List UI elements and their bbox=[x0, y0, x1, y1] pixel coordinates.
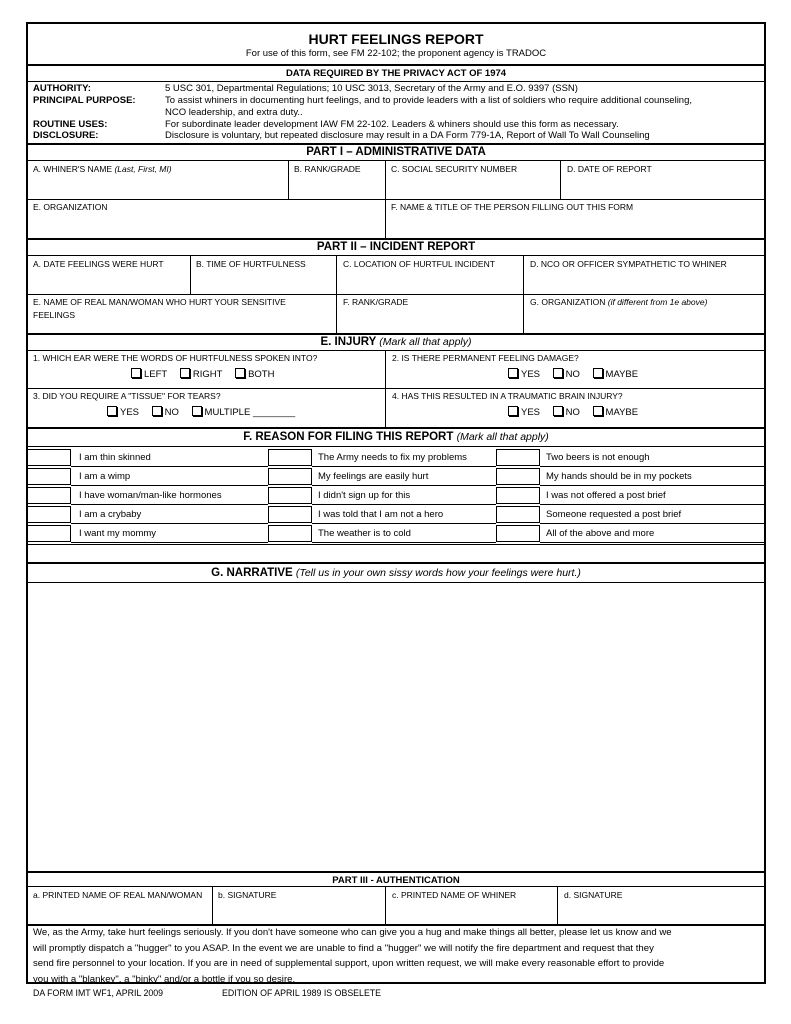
reason-checkbox[interactable] bbox=[27, 487, 71, 504]
closing-line: send fire personnel to your location. If you are in need of supplemental support, upon written request, we will make every reasonable effort to provide bbox=[33, 958, 665, 969]
reason-underline bbox=[540, 485, 765, 486]
q4-no-label: NO bbox=[565, 407, 580, 418]
reason-checkbox[interactable] bbox=[268, 506, 312, 523]
reason-underline bbox=[71, 485, 268, 486]
form-subtitle: For use of this form, see FM 22-102; the proponent agency is TRADOC bbox=[245, 48, 547, 59]
disclosure-text: Disclosure is voluntary, but repeated disclosure may result in a DA Form 779-1A, Report of Wall To Wall Counseling bbox=[165, 130, 650, 141]
q1-right-checkbox[interactable] bbox=[180, 369, 223, 380]
q4-no-checkbox[interactable] bbox=[553, 407, 580, 418]
purpose-text: To assist whiners in documenting hurt feelings, and to provide leaders with a list of soldiers who require additional counseling, bbox=[165, 95, 693, 106]
ssn-field[interactable]: C. SOCIAL SECURITY NUMBER bbox=[391, 164, 518, 174]
divider bbox=[288, 160, 289, 199]
divider bbox=[190, 255, 191, 294]
reason-label: I was told that I am not a hero bbox=[318, 509, 444, 520]
q2-label: 2. IS THERE PERMANENT FEELING DAMAGE? bbox=[392, 353, 579, 363]
divider bbox=[26, 562, 766, 564]
whiner-name-label: A. WHINER'S NAME bbox=[33, 164, 115, 174]
reason-checkbox[interactable] bbox=[496, 487, 540, 504]
form-filler-field[interactable]: F. NAME & TITLE OF THE PERSON FILLING OUT THIS FORM bbox=[391, 202, 634, 212]
offender-organization-label: G. ORGANIZATION bbox=[530, 297, 608, 307]
divider bbox=[26, 64, 766, 66]
closing-line: We, as the Army, take hurt feelings seriously. If you don't have someone who can give you a hug and make things all better, please let us know and we bbox=[33, 927, 672, 938]
offender-organization-field[interactable] bbox=[530, 297, 707, 307]
q4-maybe-checkbox[interactable] bbox=[593, 407, 639, 418]
purpose-label: PRINCIPAL PURPOSE: bbox=[33, 95, 136, 106]
reason-underline bbox=[540, 504, 765, 505]
reason-label: My hands should be in my pockets bbox=[546, 471, 692, 482]
q1-left-label: LEFT bbox=[144, 369, 168, 380]
divider bbox=[26, 199, 766, 200]
checkbox-icon bbox=[553, 368, 563, 378]
reason-label: I am a wimp bbox=[79, 471, 131, 482]
checkbox-icon bbox=[508, 406, 518, 416]
reason-underline bbox=[540, 542, 765, 543]
divider bbox=[26, 238, 766, 240]
narrative-heading bbox=[26, 567, 766, 579]
q2-maybe-checkbox[interactable] bbox=[593, 369, 639, 380]
closing-line: will promptly dispatch a "hugger" to you ASAP. In the event we are unable to find a "hugger" we will notify the fire department and request that they bbox=[33, 942, 654, 954]
injury-heading-text: E. INJURY bbox=[320, 336, 380, 348]
routine-label: ROUTINE USES: bbox=[33, 119, 108, 130]
divider bbox=[26, 160, 766, 161]
checkbox-icon bbox=[235, 368, 245, 378]
checkbox-icon bbox=[192, 406, 202, 416]
q3-no-label: NO bbox=[164, 407, 179, 418]
q3-label: 3. DID YOU REQUIRE A "TISSUE" FOR TEARS? bbox=[33, 391, 221, 401]
whiner-name-field[interactable] bbox=[33, 164, 172, 174]
reason-label: The Army needs to fix my problems bbox=[318, 452, 467, 463]
q3-multiple-label: MULTIPLE ________ bbox=[204, 407, 296, 418]
divider bbox=[26, 582, 766, 583]
whiner-printed-name-field[interactable]: c. PRINTED NAME OF WHINER bbox=[392, 890, 517, 900]
part2-heading: PART II – INCIDENT REPORT bbox=[316, 241, 476, 253]
q4-label: 4. HAS THIS RESULTED IN A TRAUMATIC BRAIN INJURY? bbox=[392, 391, 623, 401]
q3-no-checkbox[interactable] bbox=[152, 407, 179, 418]
checkbox-icon bbox=[593, 368, 603, 378]
whiner-name-hint: (Last, First, MI) bbox=[114, 164, 172, 174]
date-hurt-field[interactable]: A. DATE FEELINGS WERE HURT bbox=[33, 259, 164, 269]
narrative-hint: (Tell us in your own sissy words how your feelings were hurt.) bbox=[295, 567, 581, 579]
divider bbox=[26, 81, 766, 82]
reason-checkbox[interactable] bbox=[27, 506, 71, 523]
offender-rank-field[interactable]: F. RANK/GRADE bbox=[343, 297, 409, 307]
narrative-textarea[interactable] bbox=[28, 584, 764, 870]
divider bbox=[26, 871, 766, 873]
q4-maybe-label: MAYBE bbox=[605, 407, 639, 418]
checkbox-icon bbox=[107, 406, 117, 416]
q3-options bbox=[107, 406, 305, 418]
edition-note: EDITION OF APRIL 1989 IS OBSELETE bbox=[222, 988, 382, 998]
injury-hint: (Mark all that apply) bbox=[379, 336, 472, 348]
reason-checkbox[interactable] bbox=[496, 525, 540, 542]
reason-underline bbox=[540, 466, 765, 467]
divider bbox=[26, 143, 766, 145]
authority-text: 5 USC 301, Departmental Regulations; 10 USC 3013, Secretary of the Army and E.O. 9397 (SSN) bbox=[165, 83, 578, 94]
part3-heading: PART III - AUTHENTICATION bbox=[332, 875, 460, 886]
q1-right-label: RIGHT bbox=[192, 369, 223, 380]
reason-underline bbox=[71, 523, 268, 524]
sympathetic-nco-field[interactable]: D. NCO OR OFFICER SYMPATHETIC TO WHINER bbox=[530, 259, 727, 269]
q3-yes-checkbox[interactable] bbox=[107, 407, 139, 418]
reason-underline bbox=[312, 466, 496, 467]
q3-yes-label: YES bbox=[120, 407, 140, 418]
divider bbox=[557, 886, 558, 924]
reason-checkbox[interactable] bbox=[268, 525, 312, 542]
reason-label: My feelings are easily hurt bbox=[318, 471, 429, 482]
divider bbox=[560, 160, 561, 199]
form-id: DA FORM IMT WF1, APRIL 2009 bbox=[33, 988, 164, 998]
divider bbox=[26, 350, 766, 351]
checkbox-icon bbox=[152, 406, 162, 416]
reason-label: Two beers is not enough bbox=[546, 452, 650, 463]
reason-label: I want my mommy bbox=[79, 528, 157, 539]
q4-yes-label: YES bbox=[521, 407, 541, 418]
q1-left-checkbox[interactable] bbox=[131, 369, 167, 380]
q2-yes-label: YES bbox=[521, 369, 541, 380]
injury-heading bbox=[26, 336, 766, 348]
reason-checkbox[interactable] bbox=[268, 468, 312, 485]
reason-underline bbox=[71, 504, 268, 505]
reason-underline bbox=[71, 466, 268, 467]
offender-organization-hint: (if different from 1e above) bbox=[607, 297, 708, 307]
reason-checkbox[interactable] bbox=[27, 525, 71, 542]
reason-underline bbox=[312, 485, 496, 486]
purpose-text-cont: NCO leadership, and extra duty.. bbox=[165, 107, 303, 118]
privacy-heading: DATA REQUIRED BY THE PRIVACY ACT OF 1974 bbox=[285, 68, 507, 79]
form-title: HURT FEELINGS REPORT bbox=[308, 31, 484, 47]
closing-paragraph bbox=[33, 925, 763, 987]
divider bbox=[26, 886, 766, 887]
reason-underline bbox=[312, 542, 496, 543]
reasons-hint: (Mark all that apply) bbox=[456, 431, 549, 443]
reasons-heading-text: F. REASON FOR FILING THIS REPORT bbox=[243, 431, 457, 443]
reason-label: I have woman/man-like hormones bbox=[79, 490, 222, 501]
reason-checkbox[interactable] bbox=[268, 487, 312, 504]
divider bbox=[26, 427, 766, 429]
divider bbox=[26, 294, 766, 295]
part1-heading: PART I – ADMINISTRATIVE DATA bbox=[306, 146, 486, 158]
reason-underline bbox=[71, 542, 268, 543]
reason-underline bbox=[312, 523, 496, 524]
divider bbox=[26, 333, 766, 335]
divider bbox=[212, 886, 213, 924]
q2-maybe-label: MAYBE bbox=[605, 369, 639, 380]
checkbox-icon bbox=[553, 406, 563, 416]
q2-yes-checkbox[interactable] bbox=[508, 369, 540, 380]
q2-no-label: NO bbox=[565, 369, 580, 380]
reason-checkbox[interactable] bbox=[268, 449, 312, 466]
reason-checkbox[interactable] bbox=[496, 506, 540, 523]
divider bbox=[26, 544, 766, 545]
reason-checkbox[interactable] bbox=[496, 449, 540, 466]
reasons-heading bbox=[26, 431, 766, 443]
location-field[interactable]: C. LOCATION OF HURTFUL INCIDENT bbox=[343, 259, 495, 269]
q1-both-label: BOTH bbox=[248, 369, 275, 380]
checkbox-icon bbox=[180, 368, 190, 378]
reason-label: I was not offered a post brief bbox=[546, 490, 666, 501]
divider bbox=[26, 255, 766, 256]
disclosure-label: DISCLOSURE: bbox=[33, 130, 99, 141]
reason-label: I am a crybaby bbox=[79, 509, 142, 520]
q1-both-checkbox[interactable] bbox=[235, 369, 274, 380]
divider bbox=[385, 886, 386, 924]
reason-label: I am thin skinned bbox=[79, 452, 151, 463]
reason-label: All of the above and more bbox=[546, 528, 655, 539]
divider bbox=[26, 446, 766, 447]
q2-options bbox=[508, 368, 648, 380]
q1-label: 1. WHICH EAR WERE THE WORDS OF HURTFULNESS SPOKEN INTO? bbox=[33, 353, 318, 363]
organization-field[interactable]: E. ORGANIZATION bbox=[33, 202, 108, 212]
real-man-signature-field[interactable]: b. SIGNATURE bbox=[218, 890, 277, 900]
divider bbox=[26, 388, 766, 389]
reason-underline bbox=[540, 523, 765, 524]
rank-grade-field[interactable]: B. RANK/GRADE bbox=[294, 164, 361, 174]
reason-checkbox[interactable] bbox=[27, 468, 71, 485]
q1-options bbox=[131, 368, 284, 380]
routine-text: For subordinate leader development IAW FM 22-102. Leaders & whiners should use this form as necessary. bbox=[165, 119, 619, 130]
time-hurt-field[interactable]: B. TIME OF HURTFULNESS bbox=[196, 259, 306, 269]
date-of-report-field[interactable]: D. DATE OF REPORT bbox=[567, 164, 652, 174]
checkbox-icon bbox=[131, 368, 141, 378]
q4-options bbox=[508, 406, 648, 418]
checkbox-icon bbox=[593, 406, 603, 416]
reason-label: I didn't sign up for this bbox=[318, 490, 411, 501]
reason-checkbox[interactable] bbox=[27, 449, 71, 466]
reason-label: Someone requested a post brief bbox=[546, 509, 682, 520]
divider bbox=[385, 350, 386, 428]
real-man-printed-name-field[interactable]: a. PRINTED NAME OF REAL MAN/WOMAN bbox=[33, 890, 203, 900]
reason-label: The weather is to cold bbox=[318, 528, 411, 539]
real-man-name-label-cont: FEELINGS bbox=[33, 310, 76, 320]
whiner-signature-field[interactable]: d. SIGNATURE bbox=[564, 890, 623, 900]
q4-yes-checkbox[interactable] bbox=[508, 407, 540, 418]
reason-checkbox[interactable] bbox=[496, 468, 540, 485]
checkbox-icon bbox=[508, 368, 518, 378]
q3-multiple-checkbox[interactable] bbox=[192, 407, 296, 418]
authority-label: AUTHORITY: bbox=[33, 83, 91, 94]
real-man-name-field[interactable]: E. NAME OF REAL MAN/WOMAN WHO HURT YOUR SENSITIVE bbox=[33, 297, 286, 307]
narrative-heading-text: G. NARRATIVE bbox=[211, 567, 296, 579]
reason-underline bbox=[312, 504, 496, 505]
q2-no-checkbox[interactable] bbox=[553, 369, 580, 380]
closing-line: you with a "blankey", a "binky" and/or a bottle if you so desire. bbox=[33, 973, 296, 985]
